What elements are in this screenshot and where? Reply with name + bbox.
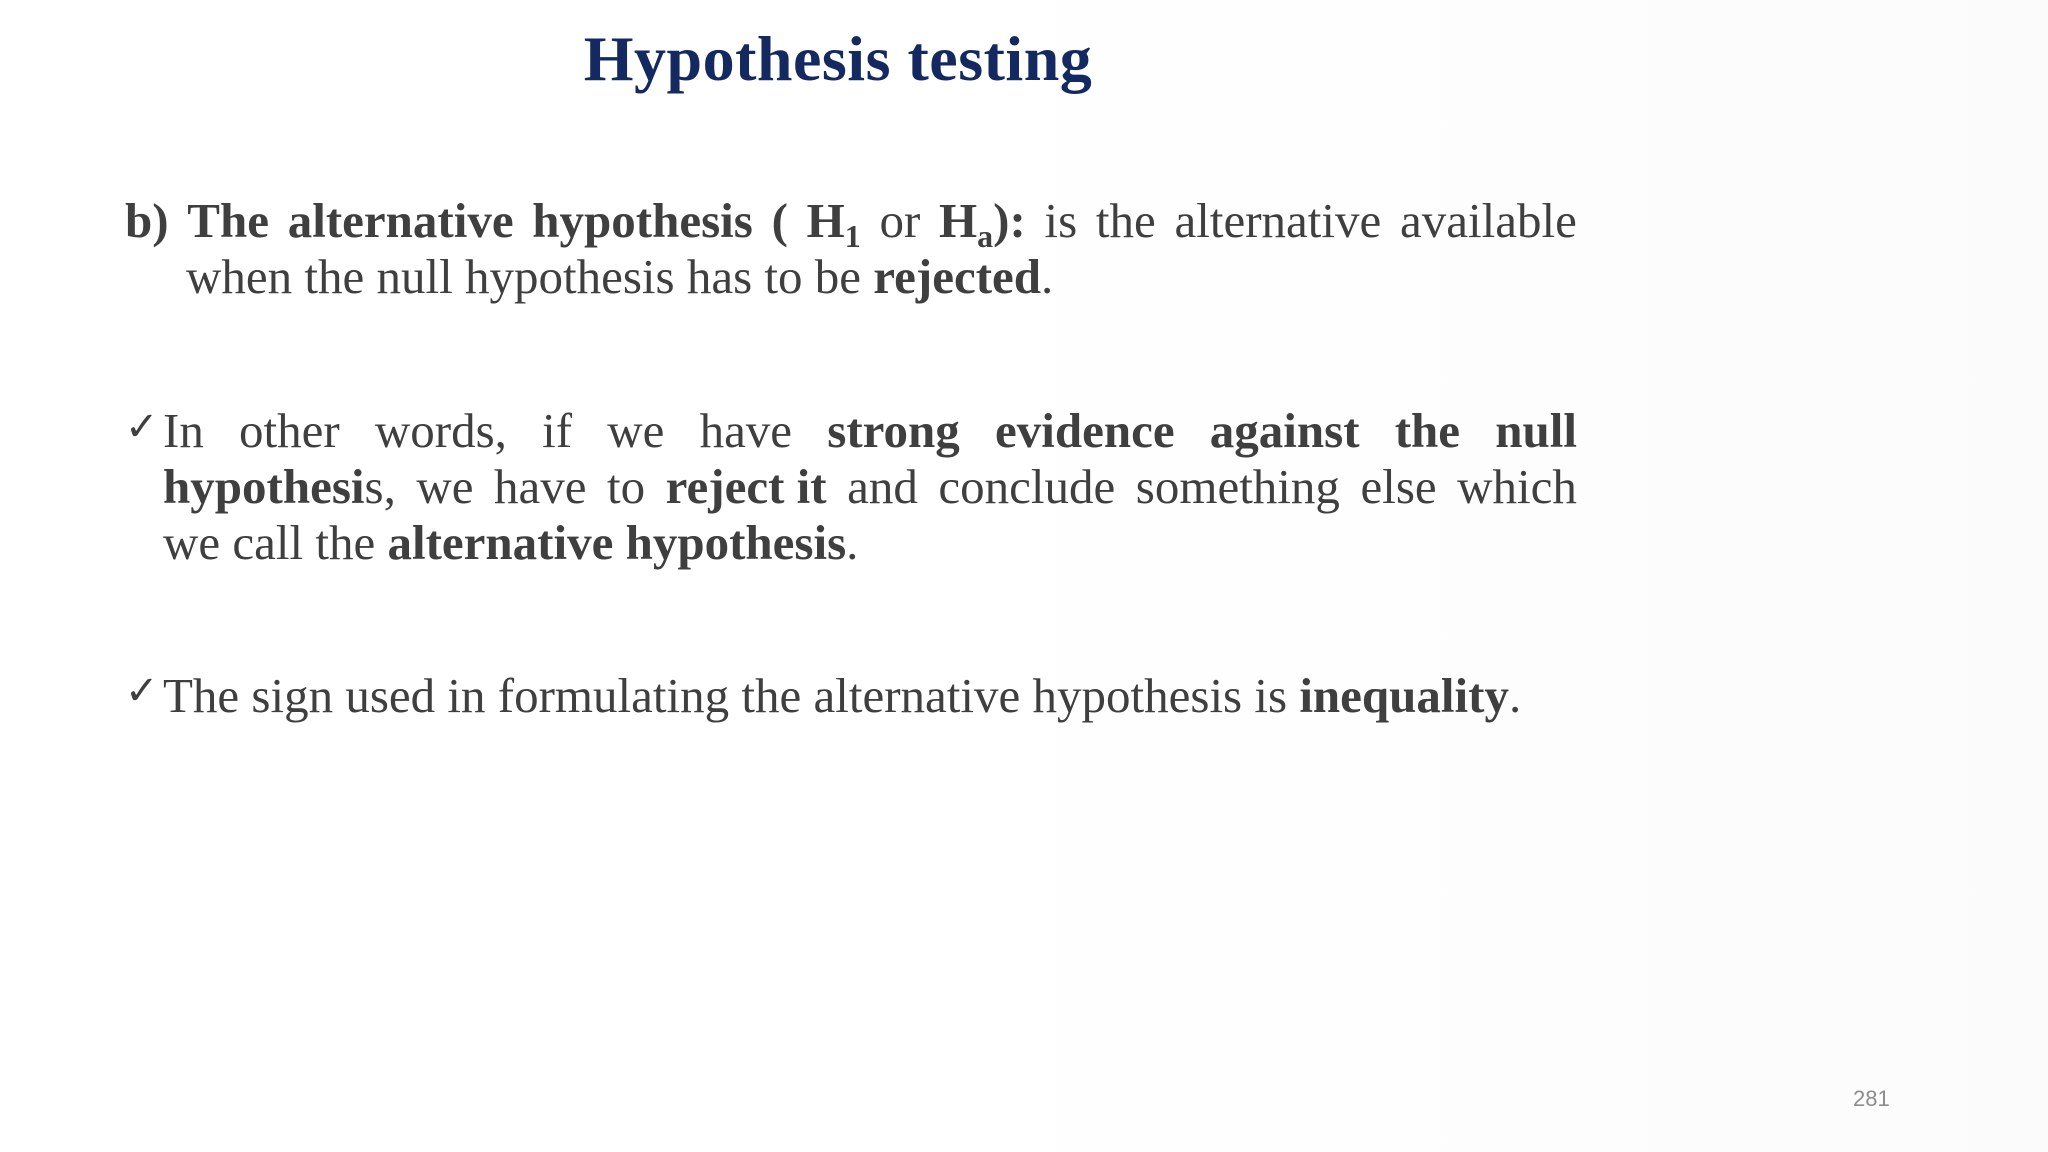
word: else xyxy=(1360,459,1437,514)
word: if xyxy=(542,403,573,458)
word: In xyxy=(163,403,204,458)
word: to xyxy=(607,459,646,514)
ha-symbol: $H_a$): xyxy=(939,193,1026,254)
word: conclude xyxy=(938,459,1116,514)
bullet1-line-1 xyxy=(163,403,1577,459)
bold-word: the xyxy=(1394,403,1461,458)
word: and xyxy=(847,459,918,514)
alternative-hypothesis-definition xyxy=(125,193,1577,305)
bold-word: strong xyxy=(827,403,960,458)
paren-open: ( xyxy=(771,193,788,248)
bold-word: null xyxy=(1495,403,1577,458)
rest-word: alternative xyxy=(1174,193,1382,248)
bold-phrase: alternative hypothesis xyxy=(387,515,847,570)
word: other xyxy=(239,403,340,458)
definition-line-1 xyxy=(125,193,1577,254)
word: have xyxy=(699,403,793,458)
bold-word: evidence xyxy=(994,403,1175,458)
word: which xyxy=(1457,459,1577,514)
slide-title: Hypothesis testing xyxy=(583,23,1093,94)
rest-word: the xyxy=(1095,193,1156,248)
bold-lead-the: The xyxy=(187,193,269,248)
word: something xyxy=(1135,459,1340,514)
checkmark-icon: ✓ xyxy=(125,404,159,450)
word: hypothesis, xyxy=(163,459,396,514)
bold-lead-hypothesis: hypothesis xyxy=(532,193,753,248)
page-number: 281 xyxy=(1853,1086,1890,1111)
definition-line-2: when the null hypothesis has to be rejected. xyxy=(186,249,1054,304)
bullet-strong-evidence xyxy=(163,403,1577,571)
bullet1-line-3: we call the alternative hypothesis. xyxy=(163,515,859,570)
inequality-word: inequality xyxy=(1299,668,1509,723)
word: we xyxy=(607,403,665,458)
rest-word: is xyxy=(1044,193,1078,248)
word: we xyxy=(416,459,474,514)
rest-word: available xyxy=(1400,193,1577,248)
word: words, xyxy=(374,403,507,458)
or-word: or xyxy=(879,193,921,248)
bold-phrase: reject it xyxy=(665,459,827,514)
item-marker: b) xyxy=(125,193,169,248)
word: have xyxy=(494,459,587,514)
bold-lead-alternative: alternative xyxy=(287,193,514,248)
bullet1-line-2 xyxy=(163,459,1577,515)
h1-symbol: $H_1$ xyxy=(806,193,861,254)
checkmark-icon: ✓ xyxy=(125,668,159,714)
bold-word: against xyxy=(1209,403,1360,458)
rejected-word: rejected xyxy=(873,249,1042,304)
bullet-inequality: The sign used in formulating the alternative hypothesis is inequality. xyxy=(163,668,1522,723)
